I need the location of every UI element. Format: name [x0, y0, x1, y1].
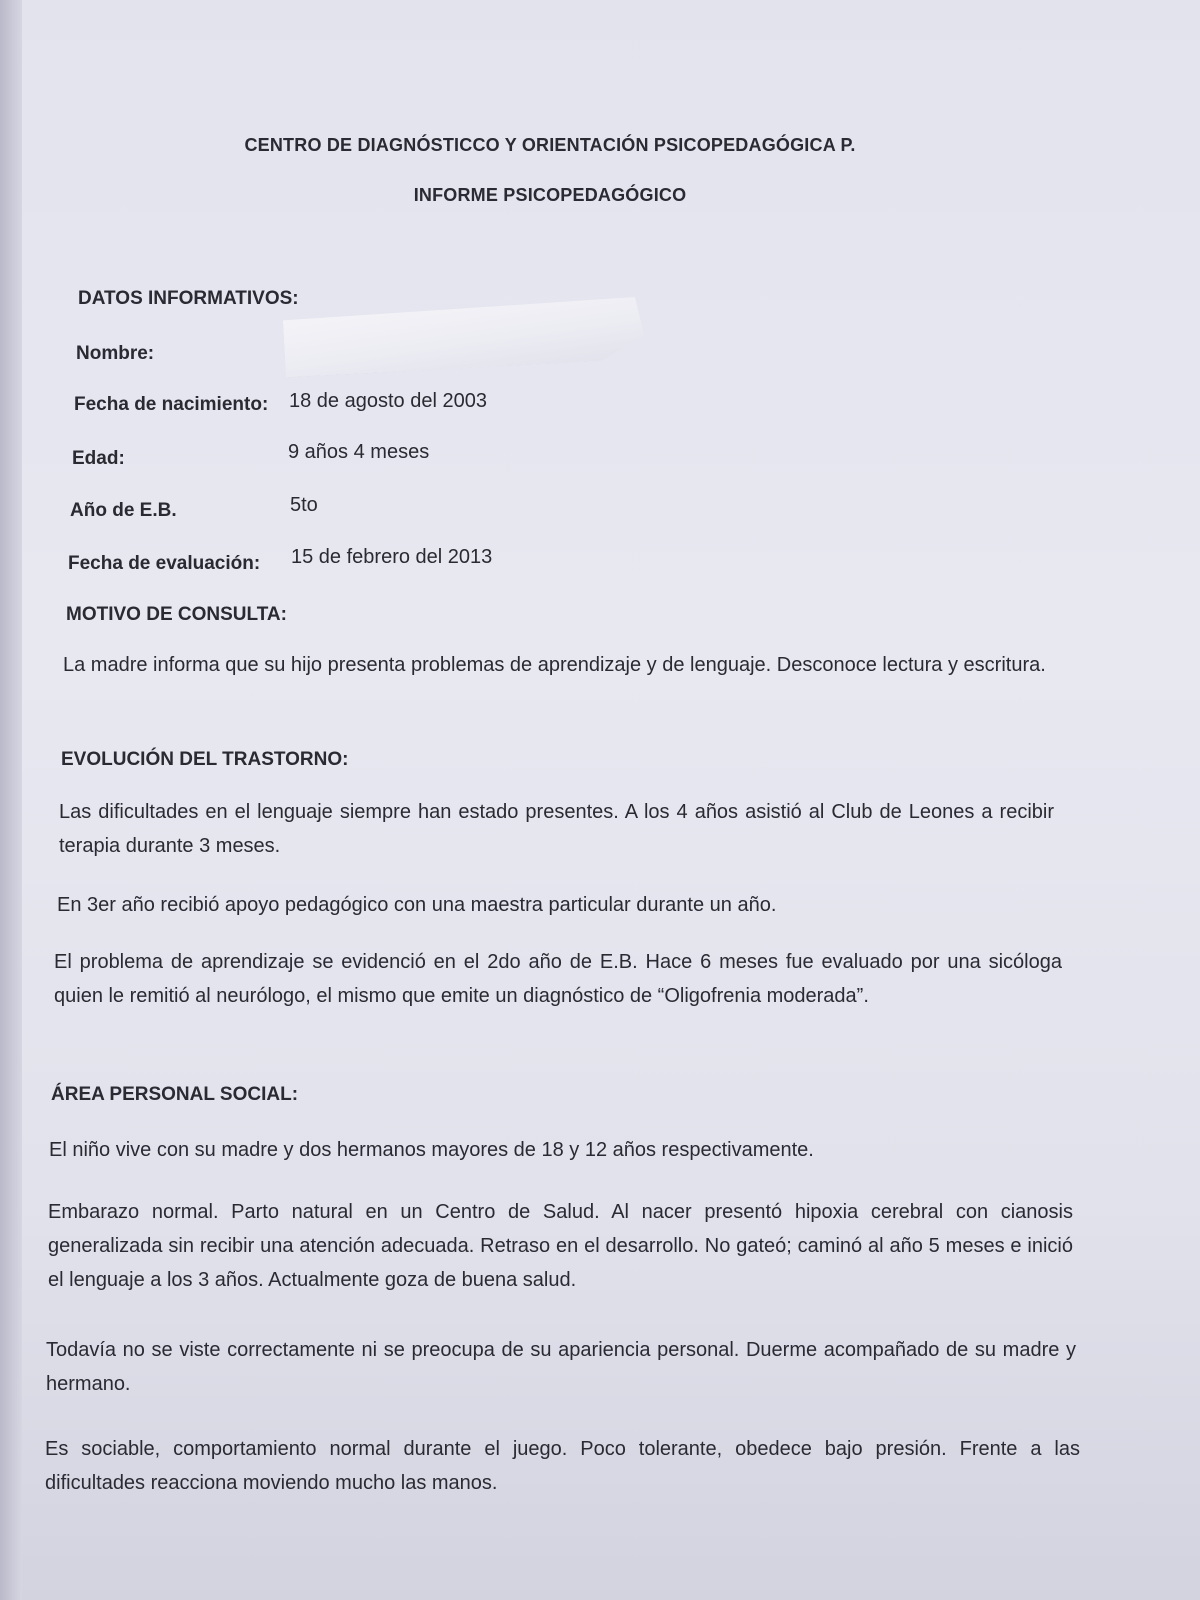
- area-personal-paragraph-2: Embarazo normal. Parto natural en un Centro de Salud. Al nacer presentó hipoxia cerebral con cianosis generalizada sin recibir una atención adecuada. Retraso en el desarrollo. No gateó; caminó al año 5 meses e inició el lenguaje a los 3 años. Actualmente goza de buena salud.: [48, 1201, 1073, 1291]
- fecha-nacimiento-value: 18 de agosto del 2003: [289, 390, 487, 412]
- area-personal-heading: ÁREA PERSONAL SOCIAL:: [51, 1084, 299, 1105]
- motivo-heading: MOTIVO DE CONSULTA:: [66, 604, 287, 625]
- evolucion-heading: EVOLUCIÓN DEL TRASTORNO:: [61, 749, 349, 770]
- area-personal-paragraph-3: Todavía no se viste correctamente ni se preocupa de su apariencia personal. Duerme acompañado de su madre y hermano.: [46, 1339, 1076, 1395]
- datos-heading: DATOS INFORMATIVOS:: [78, 288, 299, 309]
- area-personal-paragraph-4: Es sociable, comportamiento normal durante el juego. Poco tolerante, obedece bajo presión. Frente a las dificultades reacciona moviendo mucho las manos.: [45, 1438, 1080, 1494]
- evolucion-paragraph-1: Las dificultades en el lenguaje siempre han estado presentes. A los 4 años asistió al Club de Leones a recibir terapia durante 3 meses.: [59, 801, 1054, 857]
- fecha-nacimiento-label: Fecha de nacimiento:: [74, 394, 269, 415]
- evolucion-paragraph-3: El problema de aprendizaje se evidenció en el 2do año de E.B. Hace 6 meses fue evaluado por una sicóloga quien le remitió al neurólogo, el mismo que emite un diagnóstico de “Oligofrenia moderada”.: [54, 951, 1062, 1007]
- edad-value: 9 años 4 meses: [288, 441, 430, 463]
- motivo-text: La madre informa que su hijo presenta problemas de aprendizaje y de lenguaje. Desconoce lectura y escritura.: [63, 654, 1046, 676]
- fecha-evaluacion-label: Fecha de evaluación:: [68, 553, 261, 574]
- fecha-evaluacion-value: 15 de febrero del 2013: [291, 546, 493, 568]
- report-title: INFORME PSICOPEDAGÓGICO: [413, 185, 687, 205]
- anio-value: 5to: [290, 494, 318, 516]
- evolucion-paragraph-2: En 3er año recibió apoyo pedagógico con una maestra particular durante un año.: [57, 894, 777, 916]
- page-edge-shadow: [0, 0, 22, 1600]
- institution-title: CENTRO DE DIAGNÓSTICCO Y ORIENTACIÓN PSICOPEDAGÓGICA P.: [244, 135, 856, 155]
- anio-label: Año de E.B.: [70, 500, 177, 521]
- edad-label: Edad:: [72, 448, 125, 469]
- nombre-label: Nombre:: [76, 343, 155, 364]
- redaction-tape: [283, 297, 646, 378]
- area-personal-paragraph-1: El niño vive con su madre y dos hermanos mayores de 18 y 12 años respectivamente.: [49, 1139, 814, 1161]
